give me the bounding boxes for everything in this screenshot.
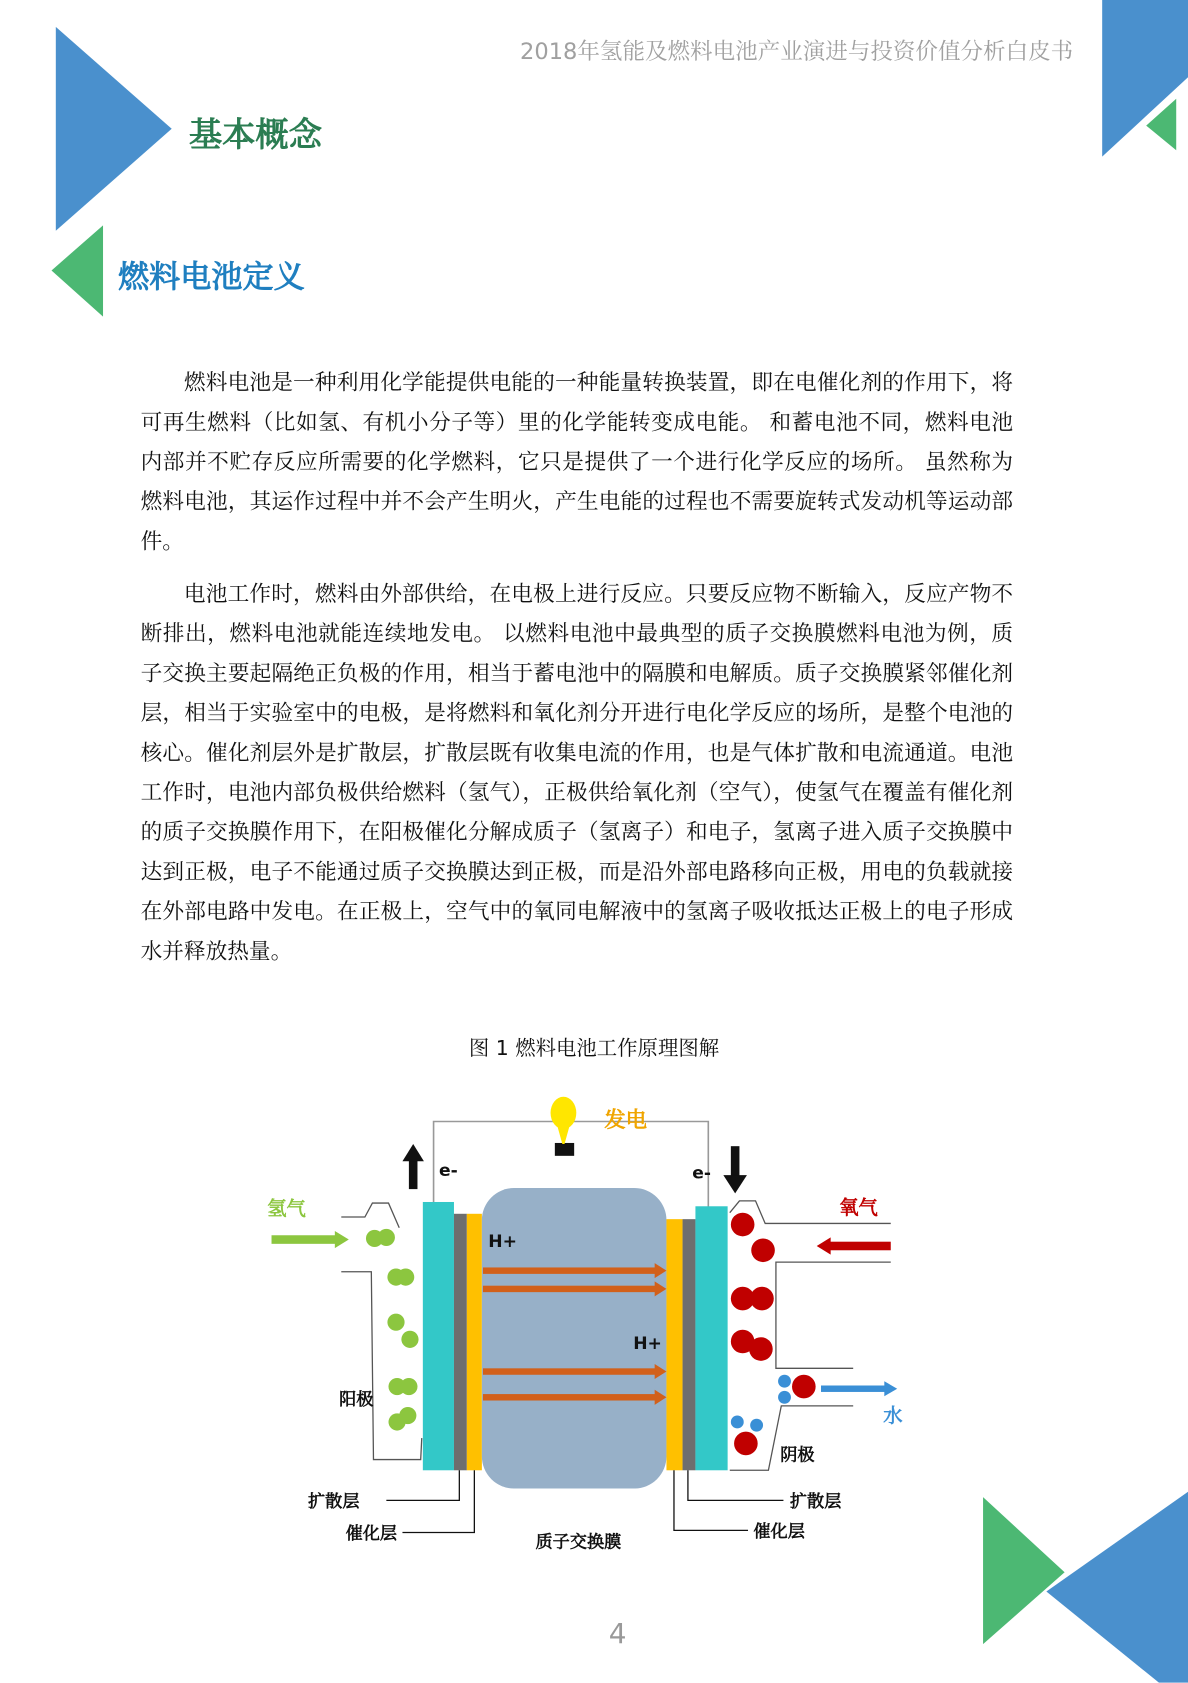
figure-caption: 图 1 燃料电池工作原理图解: [468, 1036, 720, 1061]
hydrogen-molecules: [366, 1229, 419, 1431]
hydrogen-label: 氢气: [267, 1196, 306, 1220]
power-label: 发电: [604, 1107, 648, 1133]
document-header-title: 2018年氢能及燃料电池产业演进与投资价值分析白皮书: [520, 38, 1074, 65]
fuel-cell-diagram: [267, 1097, 903, 1553]
membrane-label: 质子交换膜: [535, 1532, 622, 1553]
electron-down-arrow-icon: [723, 1146, 747, 1193]
catalyst-layer-right-label: 催化层: [753, 1521, 805, 1542]
section-subtitle: 燃料电池定义: [118, 258, 305, 296]
proton-label-2: H+: [633, 1334, 662, 1355]
electron-up-arrow-icon: [402, 1144, 423, 1189]
body-paragraph-2: 电池工作时，燃料由外部供给，在电极上进行反应。只要反应物不断输入，反应产物不断排出，燃料电池就能连续地发电。 以燃料电池中最典型的质子交换膜燃料电池为例，质子交换主要起隔绝正负极的作用，相当于蓄电池中的隔膜和电解质。质子交换膜紧邻催化剂层，相当于实验室中的电极，是将燃料和氧化剂分开进行电化学反应的场所，是整个电池的核心。催化剂层外是扩散层，扩散层既有收集电流的作用，也是气体扩散和电流通道。电池工作时，电池内部负极供给燃料（氢气），正极供给氧化剂（空气），使氢气在覆盖有催化剂的质子交换膜作用下，在阳极催化分解成质子（氢离子）和电子，氢离子进入质子交换膜中达到正极，电子不能通过质子交换膜达到正极，而是沿外部电路移向正极，用电的负载就接在外部电路中发电。在正极上，空气中的氧同电解液中的氢离子吸收抵达正极上的电子形成水并释放热量。: [140, 580, 1014, 964]
page-number: 4: [608, 1618, 627, 1651]
page-title: 基本概念: [188, 115, 322, 155]
oxygen-label: 氧气: [839, 1195, 878, 1219]
diffusion-layer-right-label: 扩散层: [789, 1491, 842, 1512]
water-outlet-arrow-icon: [821, 1381, 897, 1396]
oxygen-inlet-arrow-icon: [817, 1237, 891, 1254]
proton-label-1: H+: [488, 1232, 518, 1253]
bottom-right-blue-triangle: [1046, 1492, 1188, 1683]
lightbulb-icon: [551, 1097, 577, 1144]
top-left-blue-triangle: [56, 27, 172, 231]
body-paragraph-1: 燃料电池是一种利用化学能提供电能的一种能量转换装置，即在电催化剂的作用下，将可再生燃料（比如氢、有机小分子等）里的化学能转变成电能。 和蓄电池不同，燃料电池内部并不贮存反应所需要的化学燃料，它只是提供了一个进行化学反应的场所。 虽然称为燃料电池，其运作过程中并不会产生明火，产生电能的过程也不需要旋转式发动机等运动部件。: [140, 369, 1014, 554]
cathode-label: 阴极: [780, 1445, 815, 1466]
diffusion-layer-left-label: 扩散层: [308, 1491, 360, 1512]
oxygen-molecules: [731, 1213, 816, 1456]
water-label: 水: [883, 1403, 903, 1427]
section-green-triangle: [52, 225, 104, 316]
hydrogen-inlet-arrow-icon: [272, 1231, 349, 1248]
electron-right-label: e-: [692, 1163, 711, 1184]
electron-left-label: e-: [438, 1161, 458, 1182]
water-molecules: [731, 1375, 791, 1432]
catalyst-layer-left-label: 催化层: [345, 1523, 398, 1544]
anode-label: 阳极: [339, 1389, 374, 1410]
